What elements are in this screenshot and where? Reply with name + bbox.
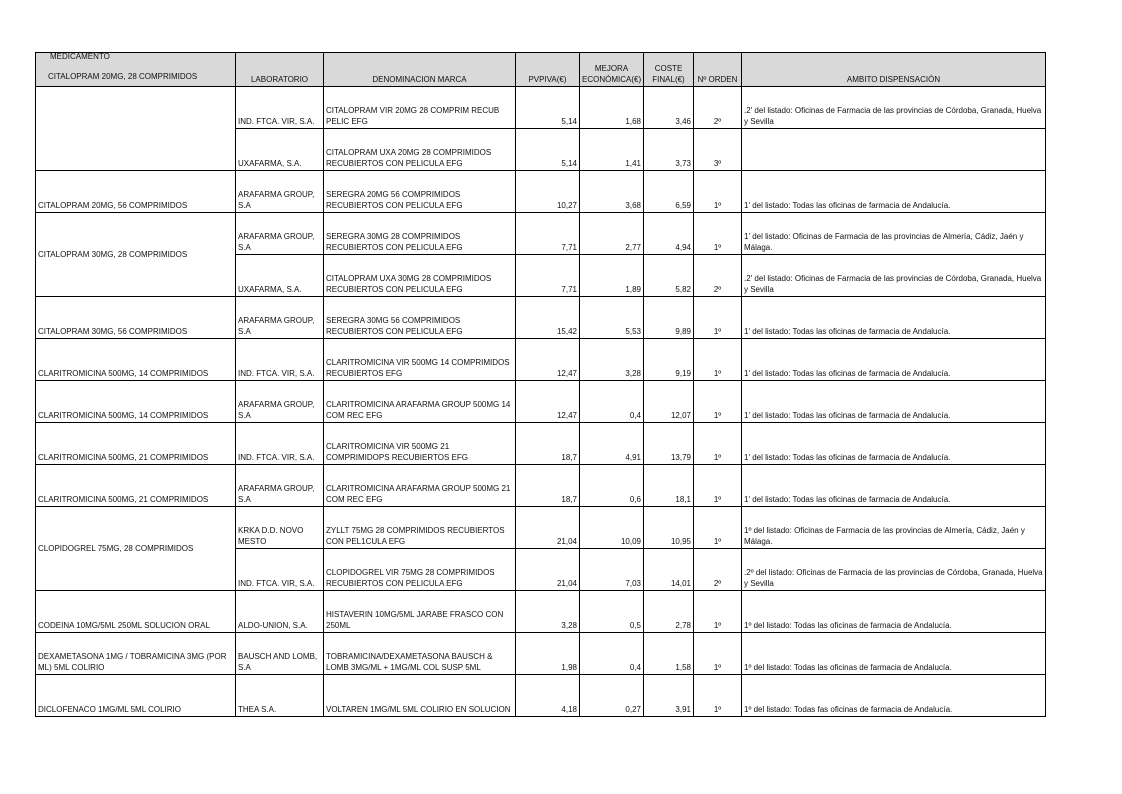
row-ambito: 1' del listado: Todas las oficinas de farmacia de Andalucía. <box>742 465 1046 507</box>
row-pvp: 4,18 <box>516 675 580 717</box>
row-coste: 14,01 <box>644 549 694 591</box>
row-orden: 1º <box>694 423 742 465</box>
row-medicamento: CLARITROMICINA 500MG, 21 COMPRIMIDOS <box>36 423 236 465</box>
row-coste: 18,1 <box>644 465 694 507</box>
row-ambito: 1' del listado: Todas las oficinas de farmacia de Andalucía. <box>742 339 1046 381</box>
row-coste: 3,91 <box>644 675 694 717</box>
row-coste: 6,59 <box>644 171 694 213</box>
row-pvp: 3,28 <box>516 591 580 633</box>
row-ambito: .2' del listado: Oficinas de Farmacia de las provincias de Córdoba, Granada, Huelva y Sevilla <box>742 255 1046 297</box>
row-coste: 3,73 <box>644 129 694 171</box>
row-mejora: 1,68 <box>580 87 644 129</box>
row-ambito: 1º del listado: Todas las oficinas de farmacia de Andalucía. <box>742 633 1046 675</box>
row-pvp: 21,04 <box>516 549 580 591</box>
row-marca: CLARITROMICINA VIR 500MG 14 COMPRIMIDOS RECUBIERTOS EFG <box>324 339 516 381</box>
row-marca: SEREGRA 30MG 28 COMPRIMIDOS RECUBIERTOS CON PELICULA EFG <box>324 213 516 255</box>
row-laboratorio: ALDO-UNION, S.A. <box>236 591 324 633</box>
row-laboratorio: ARAFARMA GROUP, S.A <box>236 297 324 339</box>
row-pvp: 21,04 <box>516 507 580 549</box>
row-orden: 1º <box>694 465 742 507</box>
row-orden: 1º <box>694 297 742 339</box>
row-orden: 2º <box>694 87 742 129</box>
row-marca: SEREGRA 20MG 56 COMPRIMIDOS RECUBIERTOS CON PELICULA EFG <box>324 171 516 213</box>
row-pvp: 15,42 <box>516 297 580 339</box>
row-orden: 1º <box>694 213 742 255</box>
row-pvp: 1,98 <box>516 633 580 675</box>
row-coste: 1,58 <box>644 633 694 675</box>
row-coste: 5,82 <box>644 255 694 297</box>
row-marca: CITALOPRAM UXA 20MG 28 COMPRIMIDOS RECUBIERTOS CON PELICULA EFG <box>324 129 516 171</box>
row-medicamento: CLARITROMICINA 500MG, 14 COMPRIMIDOS <box>36 381 236 423</box>
row-medicamento: CITALOPRAM 20MG, 56 COMPRIMIDOS <box>36 171 236 213</box>
row-coste: 10,95 <box>644 507 694 549</box>
row-marca: SEREGRA 30MG 56 COMPRIMIDOS RECUBIERTOS CON PELICULA EFG <box>324 297 516 339</box>
row-orden: 1º <box>694 591 742 633</box>
row-mejora: 3,28 <box>580 339 644 381</box>
row-orden: 1º <box>694 339 742 381</box>
row-laboratorio: ARAFARMA GROUP, S.A <box>236 381 324 423</box>
header-mejora: MEJORA ECONÓMICA(€) <box>580 53 644 87</box>
row-marca: CLOPIDOGREL VIR 75MG 28 COMPRIMIDOS RECUBIERTOS CON PELICULA EFG <box>324 549 516 591</box>
header-ambito: AMBITO DISPENSACIÓN <box>742 53 1046 87</box>
row-ambito: 1' del listado: Todas las oficinas de farmacia de Andalucía. <box>742 297 1046 339</box>
row-ambito: 1º del listado: Todas fas oficinas de farmacia de Andalucía. <box>742 675 1046 717</box>
row-coste: 9,19 <box>644 339 694 381</box>
row-pvp: 5,14 <box>516 87 580 129</box>
row-orden: 2º <box>694 549 742 591</box>
row-ambito: 1' del listado: Todas las oficinas de farmacia de Andalucía. <box>742 381 1046 423</box>
row-mejora: 0,4 <box>580 381 644 423</box>
row-orden: 2º <box>694 255 742 297</box>
row-laboratorio: IND. FTCA. VIR, S.A. <box>236 339 324 381</box>
row-coste: 13,79 <box>644 423 694 465</box>
row-marca: CLARITROMICINA ARAFARMA GROUP 500MG 21 COM REC EFG <box>324 465 516 507</box>
header-pvpiva: PVPIVA(€) <box>516 53 580 87</box>
row-ambito: .2º del listado: Oficinas de Farmacia de las provincias de Córdoba, Granada, Huelva y Sevilla <box>742 549 1046 591</box>
table-row <box>36 591 1046 633</box>
header-coste: COSTE FINAL(€) <box>644 53 694 87</box>
row-coste: 2,78 <box>644 591 694 633</box>
row-mejora: 4,91 <box>580 423 644 465</box>
row-laboratorio: BAUSCH AND LOMB, S.A <box>236 633 324 675</box>
row-pvp: 18,7 <box>516 423 580 465</box>
row-mejora: 10,09 <box>580 507 644 549</box>
row-ambito: 1' del listado: Todas las oficinas de farmacia de Andalucía. <box>742 171 1046 213</box>
header-laboratorio: LABORATORIO <box>236 53 324 87</box>
row-pvp: 12,47 <box>516 339 580 381</box>
row-marca: VOLTAREN 1MG/ML 5ML COLIRIO EN SOLUCION <box>324 675 516 717</box>
row-medicamento: CODEINA 10MG/5ML 250ML SOLUCION ORAL <box>36 591 236 633</box>
row-pvp: 10,27 <box>516 171 580 213</box>
row-marca: CITALOPRAM UXA 30MG 28 COMPRIMIDOS RECUBIERTOS CON PELICULA EFG <box>324 255 516 297</box>
row-marca: CLARITROMICINA VIR 500MG 21 COMPRIMIDOPS RECUBIERTOS EFG <box>324 423 516 465</box>
row-orden: 3º <box>694 129 742 171</box>
row-mejora: 3,68 <box>580 171 644 213</box>
row-coste: 12,07 <box>644 381 694 423</box>
header-medicamento: MEDICAMENTO CITALOPRAM 20MG, 28 COMPRIMIDOS <box>36 53 236 87</box>
row-medicamento: CITALOPRAM 30MG, 28 COMPRIMIDOS <box>36 213 236 297</box>
row-mejora: 7,03 <box>580 549 644 591</box>
row-ambito: 1' del listado: Oficinas de Farmacia de las provincias de Almería, Cádiz, Jaén y Málaga. <box>742 213 1046 255</box>
row-mejora: 1,41 <box>580 129 644 171</box>
row-medicamento <box>36 87 236 171</box>
row-medicamento: CLARITROMICINA 500MG, 21 COMPRIMIDOS <box>36 465 236 507</box>
row-laboratorio: IND. FTCA. VIR, S.A. <box>236 423 324 465</box>
table-row <box>36 87 1046 129</box>
row-pvp: 18,7 <box>516 465 580 507</box>
row-laboratorio: IND. FTCA. VIR, S.A. <box>236 87 324 129</box>
row-orden: 1º <box>694 171 742 213</box>
row-orden: 1º <box>694 381 742 423</box>
medication-table <box>35 52 1046 717</box>
row-laboratorio: ARAFARMA GROUP, S.A <box>236 171 324 213</box>
row-mejora: 2,77 <box>580 213 644 255</box>
table-row <box>36 465 1046 507</box>
row-pvp: 12,47 <box>516 381 580 423</box>
table-row <box>36 633 1046 675</box>
row-ambito: 1º del listado: Todas las oficinas de farmacia de Andalucía. <box>742 591 1046 633</box>
row-medicamento: CLARITROMICINA 500MG, 14 COMPRIMIDOS <box>36 339 236 381</box>
row-ambito <box>742 129 1046 171</box>
row-laboratorio: ARAFARMA GROUP, S.A <box>236 213 324 255</box>
table-row <box>36 381 1046 423</box>
row-mejora: 0,27 <box>580 675 644 717</box>
row-coste: 9,89 <box>644 297 694 339</box>
row-marca: CITALOPRAM VIR 20MG 28 COMPRIM RECUB PELIC EFG <box>324 87 516 129</box>
table-row <box>36 339 1046 381</box>
row-mejora: 0,4 <box>580 633 644 675</box>
row-coste: 4,94 <box>644 213 694 255</box>
row-ambito: 1º del listado: Oficinas de Farmacia de las provincias de Almería, Cádiz, Jaén y Málaga. <box>742 507 1046 549</box>
row-ambito: .2' del listado: Oficinas de Farmacia de las provincias de Córdoba, Granada, Huelva y Sevilla <box>742 87 1046 129</box>
row-mejora: 0,6 <box>580 465 644 507</box>
table-row <box>36 423 1046 465</box>
header-denominacion: DENOMINACION MARCA <box>324 53 516 87</box>
header-row <box>36 53 1046 87</box>
row-orden: 1º <box>694 507 742 549</box>
row-mejora: 5,53 <box>580 297 644 339</box>
row-coste: 3,46 <box>644 87 694 129</box>
row-laboratorio: ARAFARMA GROUP, S.A <box>236 465 324 507</box>
row-pvp: 7,71 <box>516 255 580 297</box>
row-marca: TOBRAMICINA/DEXAMETASONA BAUSCH & LOMB 3MG/ML + 1MG/ML COL SUSP 5ML <box>324 633 516 675</box>
row-laboratorio: UXAFARMA, S.A. <box>236 255 324 297</box>
row-orden: 1º <box>694 675 742 717</box>
row-laboratorio: UXAFARMA, S.A. <box>236 129 324 171</box>
row-laboratorio: IND. FTCA. VIR, S.A. <box>236 549 324 591</box>
table-row <box>36 507 1046 549</box>
table-row <box>36 213 1046 255</box>
row-laboratorio: THEA S.A. <box>236 675 324 717</box>
header-orden: Nº ORDEN <box>694 53 742 87</box>
row-marca: CLARITROMICINA ARAFARMA GROUP 500MG 14 COM REC EFG <box>324 381 516 423</box>
table-row <box>36 675 1046 717</box>
row-mejora: 1,89 <box>580 255 644 297</box>
table-row <box>36 171 1046 213</box>
row-mejora: 0,5 <box>580 591 644 633</box>
table-row <box>36 297 1046 339</box>
row-laboratorio: KRKA D.D. NOVO MESTO <box>236 507 324 549</box>
row-marca: ZYLLT 75MG 28 COMPRIMIDOS RECUBIERTOS CON PEL1CULA EFG <box>324 507 516 549</box>
row-orden: 1º <box>694 633 742 675</box>
row-medicamento: CITALOPRAM 30MG, 56 COMPRIMIDOS <box>36 297 236 339</box>
row-ambito: 1' del listado: Todas las oficinas de farmacia de Andalucía. <box>742 423 1046 465</box>
row-pvp: 5,14 <box>516 129 580 171</box>
row-marca: HISTAVERIN 10MG/5ML JARABE FRASCO CON 250ML <box>324 591 516 633</box>
row-medicamento: DICLOFENACO 1MG/ML 5ML COLIRIO <box>36 675 236 717</box>
row-pvp: 7,71 <box>516 213 580 255</box>
row-medicamento: DEXAMETASONA 1MG / TOBRAMICINA 3MG (POR ML) 5ML COLIRIO <box>36 633 236 675</box>
row-medicamento: CLOPIDOGREL 75MG, 28 COMPRIMIDOS <box>36 507 236 591</box>
